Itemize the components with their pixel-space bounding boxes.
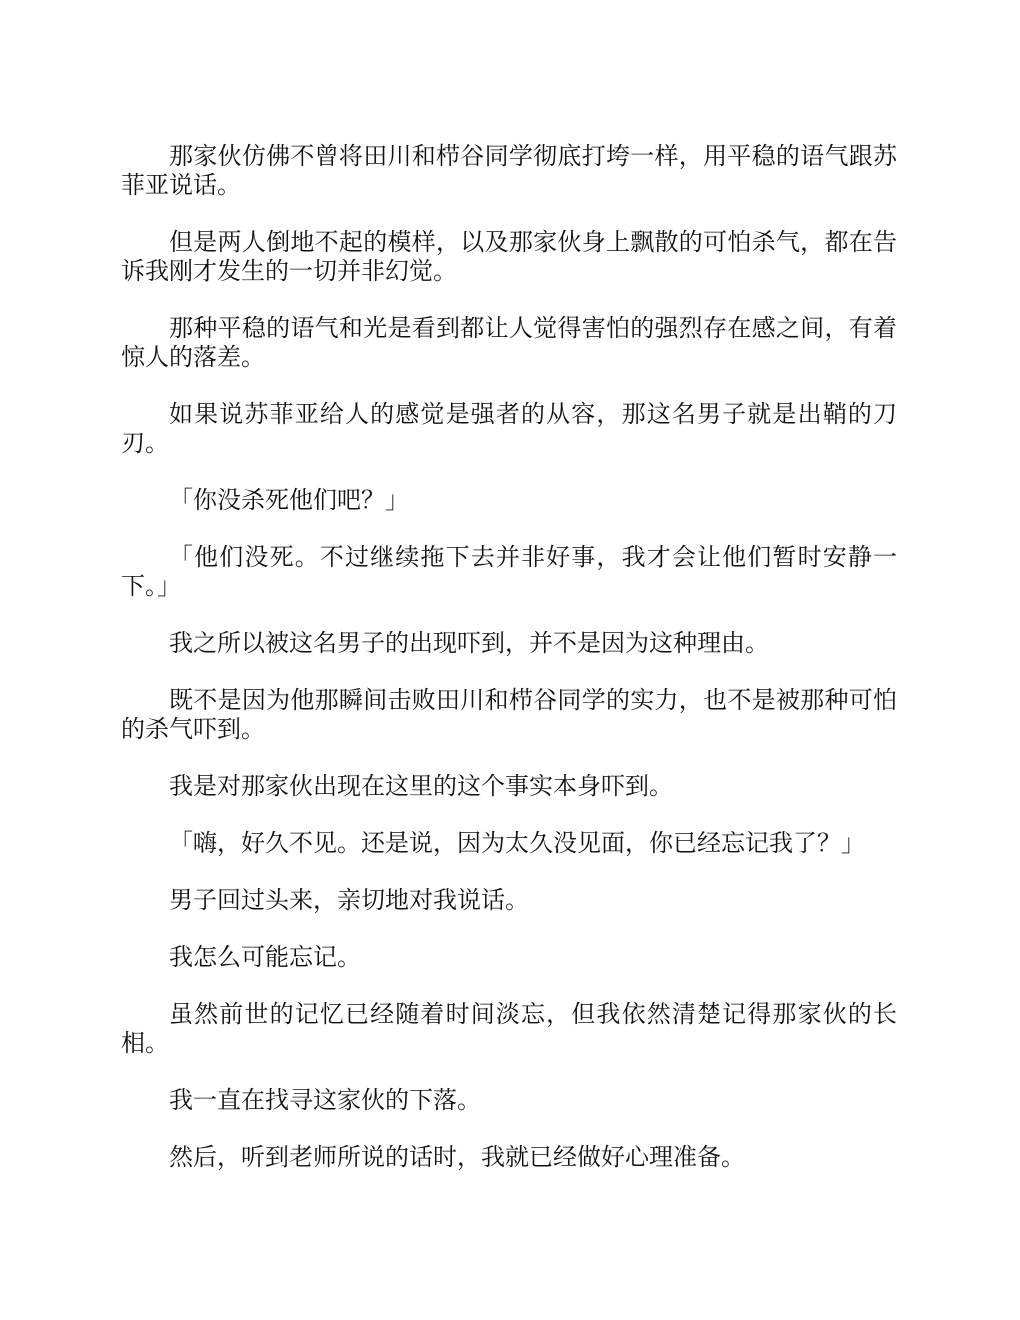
paragraph-1: 那家伙仿佛不曾将田川和栉谷同学彻底打垮一样，用平稳的语气跟苏菲亚说话。 [121,142,897,199]
paragraph-13: 虽然前世的记忆已经随着时间淡忘，但我依然清楚记得那家伙的长相。 [121,1000,897,1057]
paragraph-15: 然后，听到老师所说的话时，我就已经做好心理准备。 [169,1143,745,1171]
paragraph-4: 如果说苏菲亚给人的感觉是强者的从容，那这名男子就是出鞘的刀刃。 [121,400,897,457]
paragraph-11: 男子回过头来，亲切地对我说话。 [169,886,529,914]
paragraph-9: 我是对那家伙出现在这里的这个事实本身吓到。 [169,772,673,800]
paragraph-14: 我一直在找寻这家伙的下落。 [169,1086,481,1114]
paragraph-8: 既不是因为他那瞬间击败田川和栉谷同学的实力，也不是被那种可怕的杀气吓到。 [121,686,897,743]
paragraph-7: 我之所以被这名男子的出现吓到，并不是因为这种理由。 [169,629,769,657]
document-page [121,142,897,1200]
paragraph-12: 我怎么可能忘记。 [169,943,361,971]
paragraph-10: 「嗨，好久不见。还是说，因为太久没见面，你已经忘记我了？」 [169,829,865,857]
paragraph-6: 「他们没死。不过继续拖下去并非好事，我才会让他们暂时安静一下。」 [121,543,897,600]
paragraph-5: 「你没杀死他们吧？」 [169,486,409,514]
paragraph-3: 那种平稳的语气和光是看到都让人觉得害怕的强烈存在感之间，有着惊人的落差。 [121,314,897,371]
paragraph-2: 但是两人倒地不起的模样，以及那家伙身上飘散的可怕杀气，都在告诉我刚才发生的一切并非幻觉。 [121,228,897,285]
